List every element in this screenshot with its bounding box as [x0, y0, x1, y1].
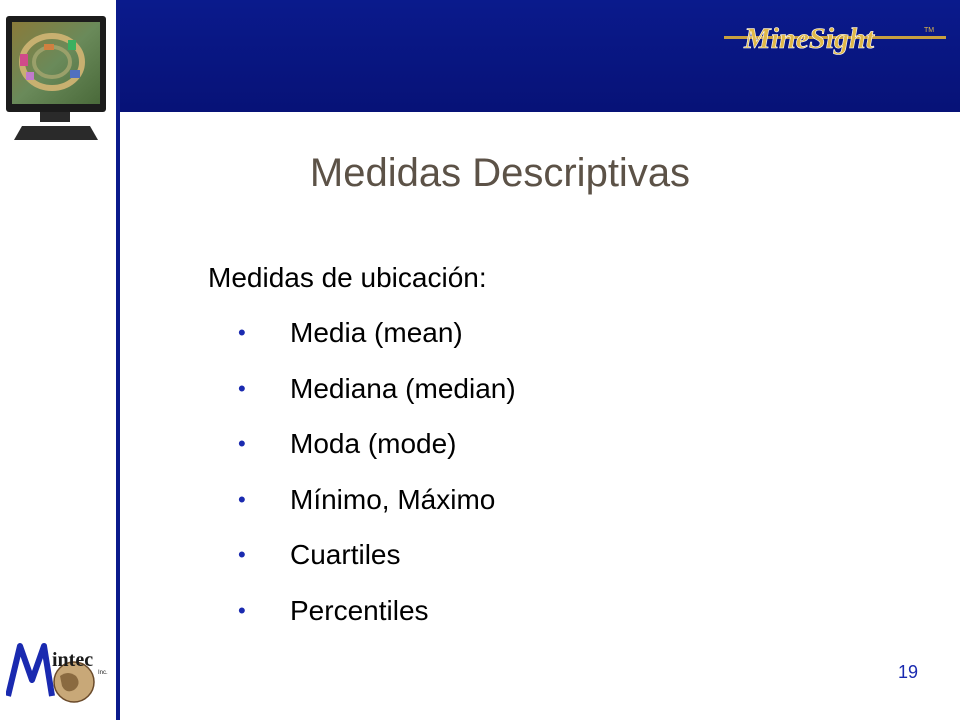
section-heading: Medidas de ubicación:	[208, 262, 487, 293]
bullet-dot-icon: •	[238, 542, 246, 568]
svg-text:TM: TM	[924, 27, 935, 34]
minesight-logo	[724, 14, 946, 58]
bullet-text: Moda (mode)	[290, 428, 457, 460]
list-item	[238, 313, 516, 369]
svg-text:intec: intec	[52, 649, 94, 671]
bullet-text: Media (mean)	[290, 317, 463, 348]
list-item	[238, 480, 516, 536]
slide-title: Medidas Descriptivas	[309, 151, 691, 195]
bullet-dot-icon: •	[238, 431, 246, 457]
bullet-text: Cuartiles	[290, 539, 401, 571]
bullet-dot-icon: •	[238, 486, 246, 512]
list-item	[238, 591, 516, 647]
bullet-dot-icon: •	[238, 597, 246, 623]
bullet-dot-icon: •	[238, 320, 246, 345]
bullet-dot-icon: •	[238, 375, 246, 401]
list-item	[238, 369, 516, 425]
list-item	[238, 535, 516, 591]
monitor-icon	[4, 14, 108, 142]
bullet-text: Mínimo, Máximo	[290, 483, 496, 515]
page-number: 19	[898, 662, 919, 682]
list-item	[238, 424, 516, 480]
left-divider-line	[116, 0, 120, 720]
svg-text:MineSight: MineSight	[744, 22, 875, 55]
svg-text:Inc.: Inc.	[98, 670, 108, 676]
bullet-text: Mediana (median)	[290, 372, 516, 404]
bullet-list	[238, 313, 516, 647]
bullet-text: Percentiles	[290, 594, 429, 626]
mintec-logo	[6, 640, 110, 706]
